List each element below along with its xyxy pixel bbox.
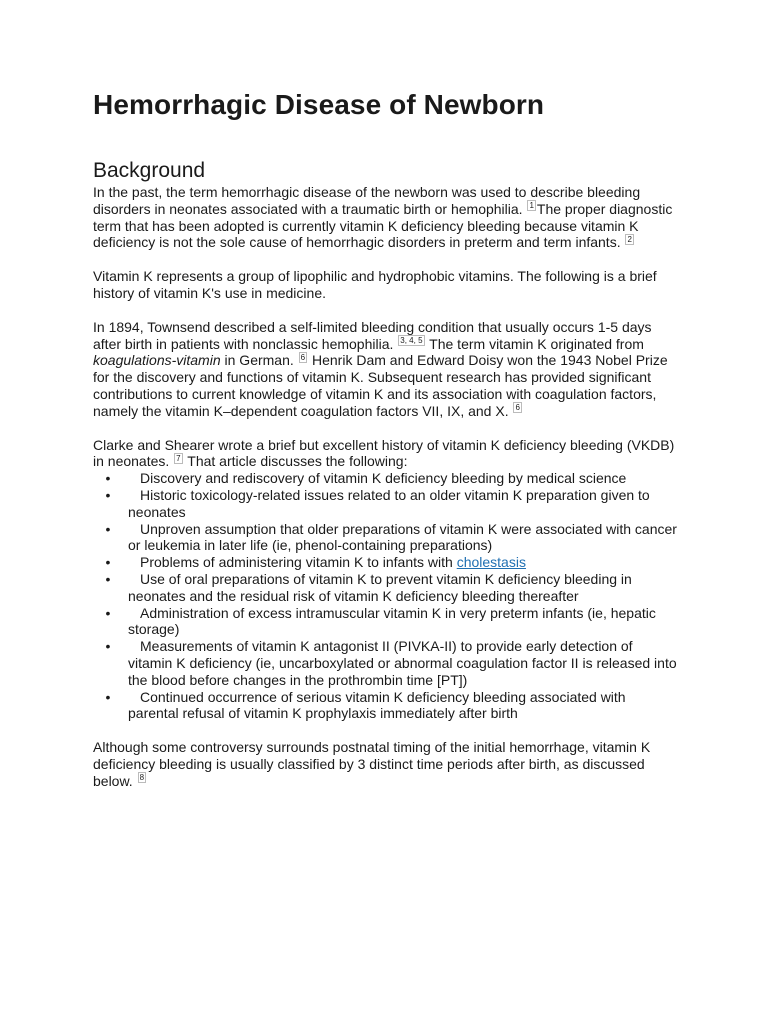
reference-link[interactable]: 2 <box>627 234 632 244</box>
list-item: • Unproven assumption that older preparations of vitamin K were associated with cancer or leukemia in later life (ie, phenol-containing preparations) <box>93 521 678 555</box>
reference-link[interactable]: 3, 4, 5 <box>400 335 423 345</box>
cholestasis-link[interactable]: cholestasis <box>456 554 526 571</box>
bullet-icon: • <box>105 688 111 705</box>
topics-list <box>93 470 678 722</box>
article-body <box>93 184 678 790</box>
bullet-icon: • <box>105 554 111 571</box>
paragraph-clarke-shearer: Clarke and Shearer wrote a brief but excellent history of vitamin K deficiency bleeding (VKDB) in neonates. $^7$ That article discusses the following: <box>93 436 675 470</box>
bullet-icon: • <box>105 470 111 487</box>
bullet-icon: • <box>105 486 111 503</box>
paragraph-vitamin-k: Vitamin K represents a group of lipophilic and hydrophobic vitamins. The following is a brief history of vitamin K's use in medicine. <box>93 268 657 301</box>
list-item: • Continued occurrence of serious vitamin K deficiency bleeding associated with parental refusal of vitamin K prophylaxis immediately after birth <box>93 689 678 723</box>
list-item: • Use of oral preparations of vitamin K to prevent vitamin K deficiency bleeding in neonates and the residual risk of vitamin K deficiency bleeding thereafter <box>93 571 678 605</box>
list-item: • Historic toxicology-related issues related to an older vitamin K preparation given to neonates <box>93 487 678 521</box>
reference-link[interactable]: 7 <box>176 453 181 463</box>
bullet-icon: • <box>105 520 111 537</box>
paragraph-history: In 1894, Townsend described a self-limited bleeding condition that usually occurs 1-5 days after birth in patients with nonclassic hemophilia. $^{3, 4, 5}$ The term vitamin K originated from koagulations-vitamin in German. $^6$ Henrik Dam and Edward Doisy won the 1943 Nobel Prize for the discovery and functions of vitamin K. Subsequent research has provided significant contributions to current knowledge of vitamin K and its association with coagulation factors, namely the vitamin K–dependent coagulation factors VII, IX, and X. $^6$ <box>93 318 668 419</box>
bullet-icon: • <box>105 638 111 655</box>
list-item: • Discovery and rediscovery of vitamin K deficiency bleeding by medical science <box>93 470 678 487</box>
bullet-icon: • <box>105 570 111 587</box>
paragraph-classification: Although some controversy surrounds postnatal timing of the initial hemorrhage, vitamin K deficiency bleeding is usually classified by 3 distinct time periods after birth, as discussed below. $^8$ <box>93 739 651 789</box>
paragraph-intro: In the past, the term hemorrhagic disease of the newborn was used to describe bleeding disorders in neonates associated with a traumatic birth or hemophilia. $^1$ The proper diagnostic term that has been adopted is currently vitamin K deficiency bleeding because vitamin K deficiency is not the sole cause of hemorrhagic disorders in preterm and term infants. $^2$ <box>93 184 673 251</box>
reference-link[interactable]: 6 <box>300 352 306 362</box>
bullet-icon: • <box>105 604 111 621</box>
reference-link[interactable]: 8 <box>139 773 145 783</box>
list-item: • Administration of excess intramuscular vitamin K in very preterm infants (ie, hepatic storage) <box>93 605 678 639</box>
reference-link[interactable]: 6 <box>515 403 520 413</box>
page-title: Hemorrhagic Disease of Newborn <box>93 89 545 120</box>
section-heading: Background <box>93 159 206 182</box>
reference-link[interactable]: 1 <box>529 201 534 211</box>
list-item: • Measurements of vitamin K antagonist II (PIVKA-II) to provide early detection of vitamin K deficiency (ie, uncarboxylated or abnormal coagulation factor II is released into the blood before changes in the prothrombin time [PT]) <box>93 638 678 688</box>
list-item: • Problems of administering vitamin K to infants with cholestasis <box>93 554 678 571</box>
